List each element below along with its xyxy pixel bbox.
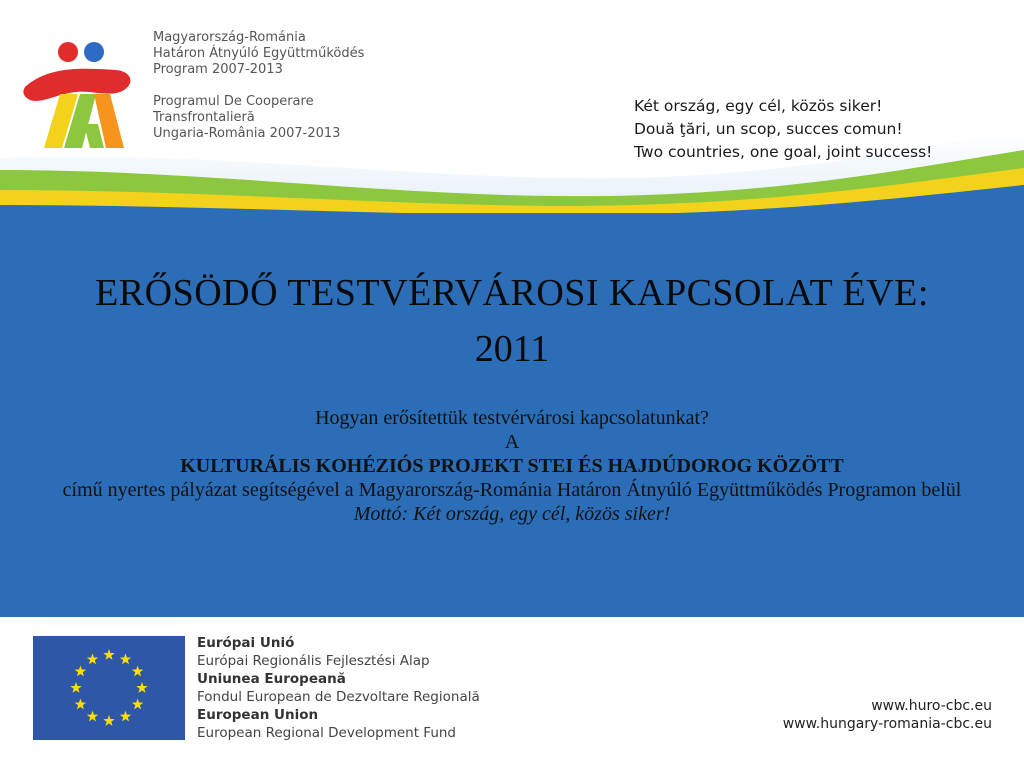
program-line: Határon Átnyúló Együttműködés — [153, 46, 365, 61]
slogan-en: Two countries, one goal, joint success! — [634, 143, 933, 161]
program-line: Ungaria-România 2007-2013 — [153, 126, 341, 141]
eu-flag-icon — [33, 636, 185, 740]
title-line-1: ERŐSÖDŐ TESTVÉRVÁROSI KAPCSOLAT ÉVE: — [95, 272, 929, 314]
eu-line: Uniunea Europeană — [197, 671, 346, 687]
url-huro[interactable]: www.huro-cbc.eu — [871, 698, 992, 714]
eu-line: Európai Regionális Fejlesztési Alap — [197, 653, 430, 669]
main-panel — [0, 213, 1024, 617]
eu-funding-text — [197, 634, 480, 742]
program-line: Program 2007-2013 — [153, 62, 283, 77]
eu-line: European Regional Development Fund — [197, 725, 457, 741]
program-logo-icon — [20, 38, 140, 153]
slogan-hu: Két ország, egy cél, közös siker! — [634, 97, 883, 115]
program-title — [153, 30, 364, 142]
eu-line: Európai Unió — [197, 635, 295, 651]
project-title: KULTURÁLIS KOHÉZIÓS PROJEKT STEI ÉS HAJDÚDOROG KÖZÖTT — [180, 455, 844, 477]
slide-body — [40, 406, 984, 526]
footer — [0, 617, 1024, 768]
a-line: A — [504, 431, 520, 453]
motto-line: Mottó: Két ország, egy cél, közös siker! — [353, 503, 671, 525]
program-line: Magyarország-Románia — [153, 30, 306, 45]
website-links — [783, 697, 992, 733]
title-line-2: 2011 — [474, 328, 550, 370]
program-line: Transfrontalieră — [153, 110, 255, 125]
description-line: című nyertes pályázat segítségével a Magyarország-Románia Határon Átnyúló Együttműködés Programon belül — [62, 479, 962, 501]
slogans — [634, 95, 932, 164]
eu-line: Fondul European de Dezvoltare Regională — [197, 689, 480, 705]
slogan-ro: Două ţări, un scop, succes comun! — [634, 120, 903, 138]
program-line: Programul De Cooperare — [153, 94, 314, 109]
url-hungary-romania[interactable]: www.hungary-romania-cbc.eu — [782, 716, 992, 732]
question-line: Hogyan erősítettük testvérvárosi kapcsolatunkat? — [315, 407, 709, 429]
slide-title — [0, 265, 1024, 377]
eu-line: European Union — [197, 707, 319, 723]
